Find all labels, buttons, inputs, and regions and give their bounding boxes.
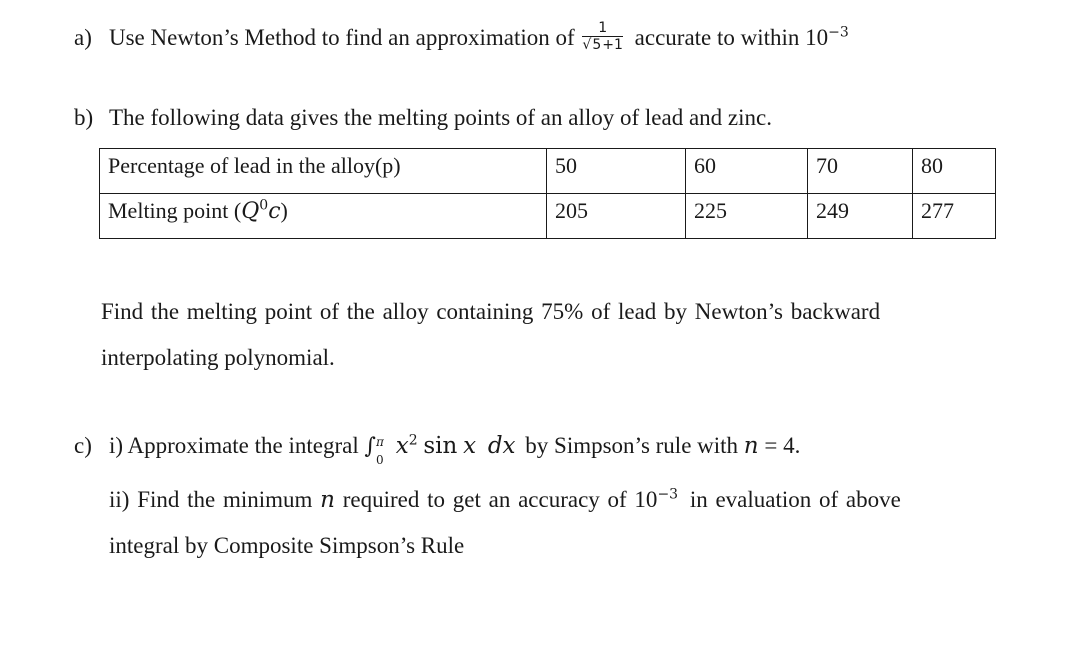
integrand-x: x — [395, 433, 409, 459]
row2-header-sup: 0 — [259, 197, 269, 214]
fraction-numerator: 1 — [582, 20, 622, 37]
part-c-ii-a: ii) Find the minimum — [109, 487, 313, 512]
fraction-denominator — [582, 37, 622, 54]
part-b-intro: The following data gives the melting points of an alloy of lead and zinc. — [109, 105, 772, 130]
part-c-i-suffix: by Simpson’s rule with — [525, 433, 739, 458]
part-b-question-line2: interpolating polynomial. — [101, 345, 335, 370]
table-cell: 249 — [808, 194, 913, 239]
integrand-sin: sin — [423, 433, 458, 459]
row2-header — [100, 194, 547, 239]
table-row — [100, 194, 996, 239]
part-c-ii-c: in evaluation of above — [689, 487, 901, 512]
part-c-ii-exp: −3 — [657, 486, 679, 503]
part-a-line — [109, 19, 849, 54]
table-cell: 70 — [808, 149, 913, 194]
part-c-i-line — [109, 432, 801, 467]
table-cell: 277 — [913, 194, 996, 239]
n-symbol: n — [743, 433, 759, 459]
integrand-exp: 2 — [408, 432, 418, 449]
table-cell: 80 — [913, 149, 996, 194]
integrand-d: dx — [487, 433, 516, 459]
n-value: = 4. — [764, 433, 801, 458]
part-c-i-prefix: i) Approximate the integral — [109, 433, 359, 458]
part-a-text-before: Use Newton’s Method to find an approximation of — [109, 25, 575, 50]
integral-limits — [375, 432, 390, 467]
part-a-exponent: −3 — [828, 24, 849, 41]
part-a-text-after: accurate to within 10 — [634, 25, 829, 50]
part-b-label: b) — [74, 105, 94, 130]
part-c-ii-b: required to get an accuracy of 10 — [342, 487, 658, 512]
row2-header-text: Melting point ( — [108, 198, 242, 223]
radicand: 5 — [592, 36, 602, 53]
part-b-question-line1: Find the melting point of the alloy containing 75% of lead by Newton’s backward — [101, 299, 881, 324]
row2-header-q: Q — [241, 199, 260, 224]
melting-point-table — [99, 148, 996, 239]
table-cell: 205 — [547, 194, 686, 239]
row2-header-close: ) — [280, 198, 288, 223]
integrand-var: x — [463, 433, 477, 459]
table-cell: 50 — [547, 149, 686, 194]
part-c-ii-n: n — [320, 487, 335, 513]
upper-limit: π — [375, 435, 384, 449]
part-c-ii-line1 — [109, 486, 901, 514]
radical-sign: √ — [582, 36, 592, 53]
table-row — [100, 149, 996, 194]
integral-sign: ∫ — [364, 434, 376, 459]
lower-limit: 0 — [375, 453, 384, 467]
table-cell: 225 — [686, 194, 808, 239]
table-cell: 60 — [686, 149, 808, 194]
row2-header-c: c — [268, 199, 281, 224]
part-c-ii-line2: integral by Composite Simpson’s Rule — [109, 533, 465, 558]
denominator-rest: +1 — [602, 36, 623, 53]
part-c-label: c) — [74, 433, 92, 458]
fraction — [582, 20, 622, 54]
row1-header: Percentage of lead in the alloy(p) — [100, 149, 547, 194]
part-a-label: a) — [74, 25, 92, 50]
